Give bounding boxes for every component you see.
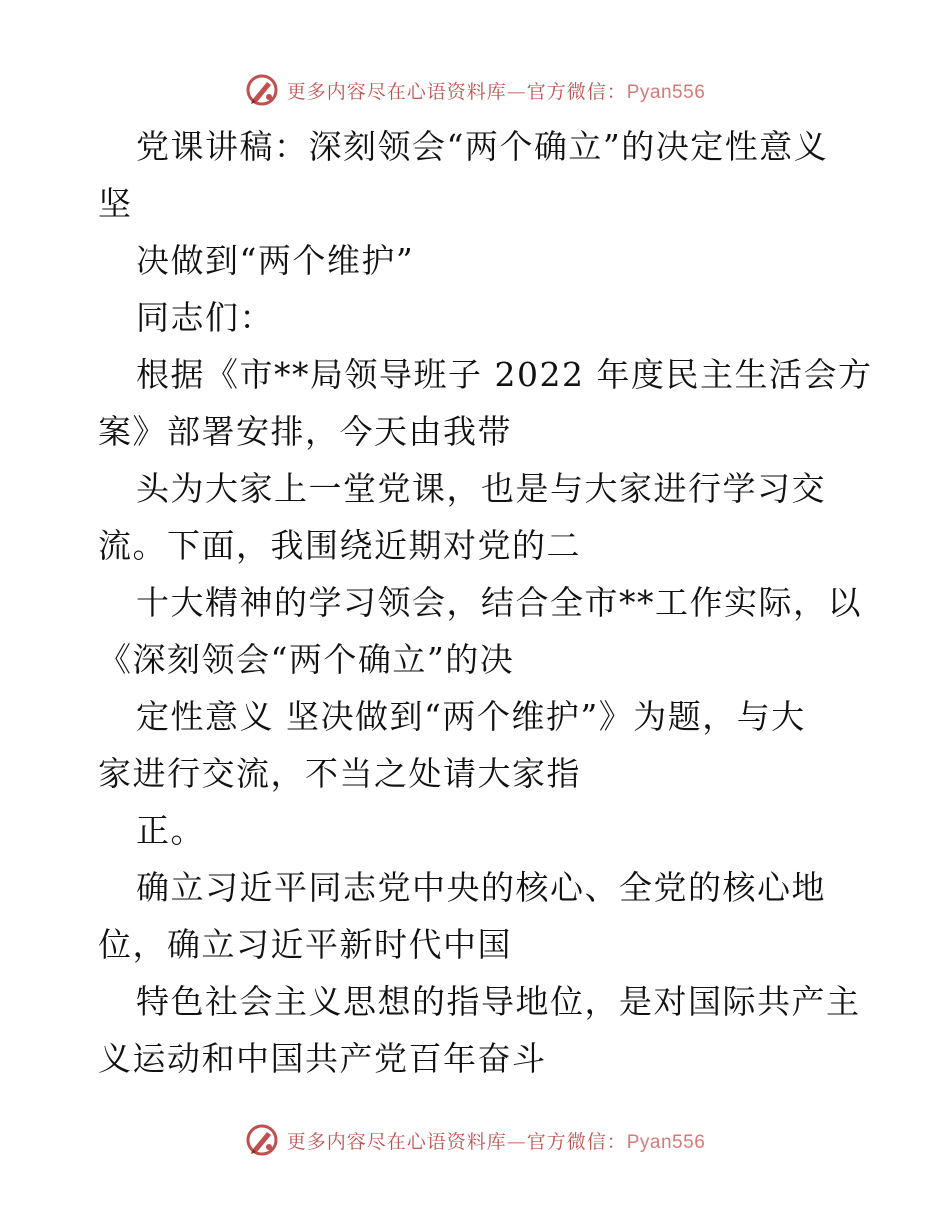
document-body [98, 118, 873, 1087]
paragraph-line: 定性意义 坚决做到“两个维护”》为题，与大 [136, 697, 806, 736]
paragraph-line: 根据《市**局领导班子 2022 年度民主生活会方 [136, 355, 873, 394]
watermark-header [0, 70, 950, 110]
paragraph-line: 案》部署安排，今天由我带 [98, 412, 512, 451]
paragraph-line: 确立习近平同志党中央的核心、全党的核心地 [136, 868, 826, 907]
paragraph-line: 位，确立习近平新时代中国 [98, 925, 512, 964]
watermark-text: 更多内容尽在心语资料库—官方微信：Pyan556 [286, 1130, 706, 1153]
paragraph-line: 《深刻领会“两个确立”的决 [98, 640, 515, 679]
paragraph-line: 义运动和中国共产党百年奋斗 [98, 1039, 547, 1078]
title-line-1: 党课讲稿：深刻领会“两个确立”的决定性意义 [136, 127, 829, 166]
watermark-footer [0, 1120, 950, 1160]
paragraph-line: 家进行交流，不当之处请大家指 [98, 754, 581, 793]
paragraph-line: 正。 [136, 811, 205, 850]
salutation: 同志们： [136, 298, 274, 337]
pen-logo-icon [245, 1123, 279, 1157]
paragraph-line: 十大精神的学习领会，结合全市**工作实际，以 [136, 583, 862, 622]
title-line-3: 决做到“两个维护” [136, 241, 415, 280]
paragraph-line: 流。下面，我围绕近期对党的二 [98, 526, 581, 565]
paragraph-line: 头为大家上一堂党课，也是与大家进行学习交 [136, 469, 826, 508]
watermark-text: 更多内容尽在心语资料库—官方微信：Pyan556 [286, 80, 706, 103]
paragraph-line: 特色社会主义思想的指导地位，是对国际共产主 [136, 982, 861, 1021]
title-line-2: 坚 [98, 184, 133, 223]
pen-logo-icon [245, 73, 279, 107]
